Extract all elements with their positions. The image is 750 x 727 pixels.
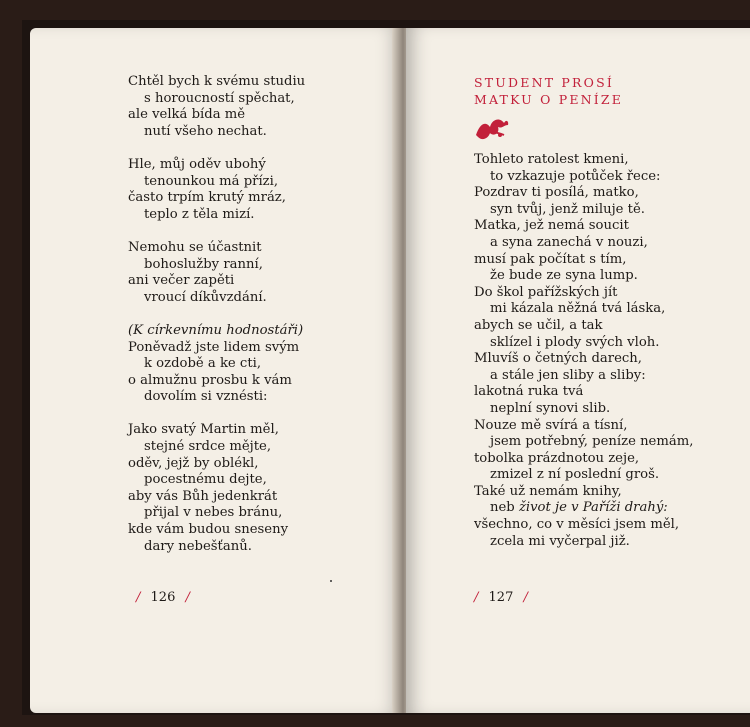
page-number-left (136, 590, 190, 605)
poem-line: a syna zanechá v nouzi, (490, 234, 648, 250)
poem-line: tenounkou má přízi, (144, 173, 279, 189)
poem-title-line-1: STUDENT PROSÍ (474, 75, 615, 90)
poem-line: sklízel i plody svých vloh. (490, 334, 660, 350)
poem-line: ani večer zapěti (128, 273, 235, 289)
right-poem (474, 152, 693, 550)
stanza-gap (128, 140, 305, 157)
stanza-gap (128, 306, 305, 323)
poem-line-italic: život je v Paříži drahý: (518, 500, 668, 516)
poem-line: dary nebešťanů. (144, 538, 252, 554)
poem-line: Mluvíš o četných darech, (474, 351, 642, 367)
poem-line: Poněvadž jste lidem svým (128, 339, 300, 355)
poem-line: Tohleto ratolest kmeni, (474, 152, 629, 167)
poem-line: musí pak počítat s tím, (474, 251, 627, 267)
poem-line: stejné srdce mějte, (144, 439, 272, 455)
page-bar-right: / (185, 590, 190, 605)
poem-line: k ozdobě a ke cti, (144, 356, 262, 372)
poem-line: ale velká bída mě (128, 107, 246, 123)
poem-line: abych se učil, a tak (474, 317, 603, 333)
poem-line: Nemohu se účastnit (128, 239, 262, 255)
poem-line: Nouze mě svírá a tísní, (474, 417, 628, 433)
left-page (30, 28, 400, 713)
poem-line: aby vás Bůh jedenkrát (128, 488, 278, 504)
poem-line: zcela mi vyčerpal již. (490, 533, 630, 549)
poem-line: Chtěl bych k svému studiu (128, 74, 306, 89)
speck (330, 580, 332, 582)
poem-line: Jako svatý Martin měl, (128, 422, 279, 438)
poem-line: často trpím krutý mráz, (128, 190, 286, 206)
poem-line: lakotná ruka tvá (474, 384, 584, 400)
poem-line: neplní synovi slib. (490, 400, 611, 416)
right-page (406, 28, 750, 713)
poem-line: syn tvůj, jenž miluje tě. (490, 201, 645, 217)
poem-line: oděv, jejž by oblékl, (128, 455, 259, 471)
poem-line: přijal v nebes bránu, (144, 505, 283, 521)
poem-line: bohoslužby ranní, (144, 256, 263, 272)
poem-line: jsem potřebný, peníze nemám, (490, 434, 694, 450)
poem-line (474, 500, 693, 517)
poem-line: s horoucností spěchat, (144, 90, 295, 106)
stanza-gap (128, 223, 305, 240)
poem-line: Matka, jež nemá soucit (474, 218, 629, 234)
poem-title (474, 74, 623, 108)
poem-title-line-2: MATKU O PENÍZE (474, 92, 624, 107)
page-number-value: 126 (150, 590, 176, 605)
poem-line: že bude ze syna lump. (490, 268, 638, 284)
poem-line: pocestnému dejte, (144, 472, 267, 488)
poem-line: teplo z těla mizí. (144, 206, 255, 222)
poem-line: tobolka prázdnotou zeje, (474, 450, 640, 466)
poem-line: mi kázala něžná tvá láska, (490, 301, 666, 317)
poem-line: (K církevnímu hodnostáři) (128, 322, 304, 338)
poem-line-text: neb (490, 500, 519, 516)
left-poem (128, 74, 305, 555)
poem-line: Pozdrav ti posílá, matko, (474, 185, 639, 201)
poem-line: Hle, můj oděv ubohý (128, 156, 266, 172)
poem-line: o almužnu prosbu k vám (128, 372, 292, 388)
poem-line: nutí všeho nechat. (144, 123, 267, 139)
poem-line: kde vám budou sneseny (128, 522, 289, 538)
poem-line: vroucí díkůvzdání. (144, 289, 267, 305)
poem-line: to vzkazuje potůček řece: (490, 168, 661, 184)
page-bar-left: / (474, 590, 479, 605)
poem-line: zmizel z ní poslední groš. (490, 467, 660, 483)
poem-line: dovolím si vznésti: (144, 389, 268, 405)
page-bar-left: / (136, 590, 141, 605)
poem-line: a stále jen sliby a sliby: (490, 367, 646, 383)
ornamental-vine-icon (474, 113, 510, 143)
poem-line: Také už nemám knihy, (474, 483, 622, 499)
stanza-gap (128, 406, 305, 423)
poem-line: Do škol pařížských jít (474, 284, 618, 300)
page-number-right (474, 590, 528, 605)
page-bar-right: / (523, 590, 528, 605)
page-number-value: 127 (488, 590, 514, 605)
book-spread (22, 20, 750, 715)
poem-line: všechno, co v měsíci jsem měl, (474, 517, 680, 533)
